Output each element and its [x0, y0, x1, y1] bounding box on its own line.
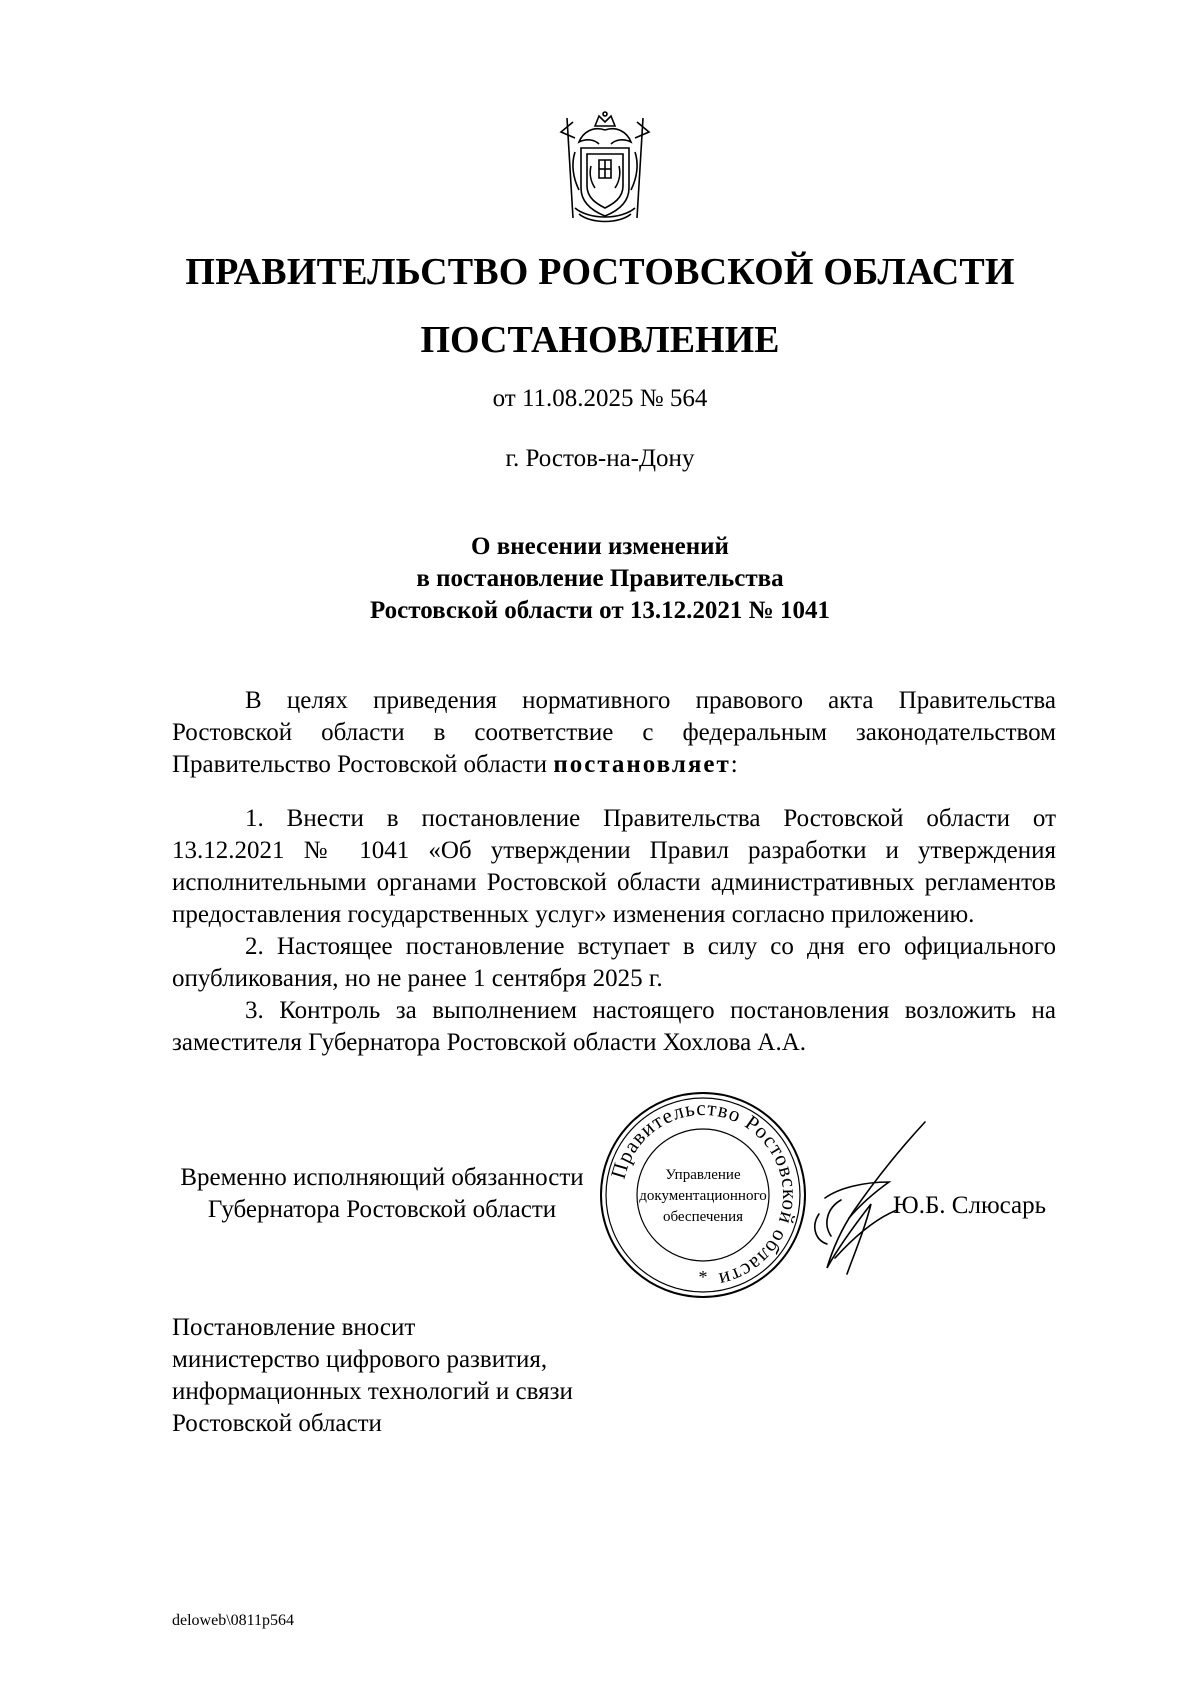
subject-line-3: Ростовской области от 13.12.2021 № 1041: [370, 597, 830, 624]
submitted-line-4: Ростовской области: [172, 1410, 382, 1437]
stamp-inner-line-2: документационного: [639, 1188, 767, 1204]
document-city: г. Ростов-на-Дону: [505, 445, 695, 472]
document-subject: [0, 531, 1200, 627]
resolution-item: 1. Внести в постановление Правительства Ростовской области от 13.12.2021 № 1041 «Об утверждении Правил разработки и утверждения исполнительными органами Ростовской области административных регламентов предоставления государственных услуг» изменения согласно приложению.: [172, 805, 1056, 928]
official-stamp: [598, 1090, 808, 1300]
file-code: deloweb\0811p564: [172, 1612, 295, 1629]
submitted-by-block: [172, 1312, 652, 1440]
resolution-item: 2. Настоящее постановление вступает в силу со дня его официального опубликования, но не ранее 1 сентября 2025 г.: [172, 933, 1056, 992]
signatory-role-line-1: Временно исполняющий обязанности: [180, 1164, 584, 1191]
document-date-number: от 11.08.2025 № 564: [492, 385, 708, 412]
subject-line-1: О внесении изменений: [471, 533, 729, 560]
resolution-items: [172, 803, 1056, 1059]
stamp-star: *: [698, 1267, 708, 1287]
preamble-emphasis: постановляет: [553, 751, 731, 778]
subject-line-2: в постановление Правительства: [416, 565, 784, 592]
coat-of-arms-icon: [555, 108, 655, 228]
preamble-text: В целях приведения нормативного правового акта Правительства Ростовской области в соответствие с федеральным законодательством Правительство Ростовской области: [172, 687, 1056, 778]
government-title: ПРАВИТЕЛЬСТВО РОСТОВСКОЙ ОБЛАСТИ: [185, 251, 1015, 293]
submitted-line-2: министерство цифрового развития,: [172, 1346, 548, 1373]
resolution-item: 3. Контроль за выполнением настоящего постановления возложить на заместителя Губернатора Ростовской области Хохлова А.А.: [172, 997, 1056, 1056]
preamble-paragraph: [172, 685, 1056, 781]
submitted-line-1: Постановление вносит: [172, 1314, 416, 1341]
stamp-inner-line-1: Управление: [665, 1167, 741, 1183]
document-type: ПОСТАНОВЛЕНИЕ: [420, 319, 780, 361]
signatory-name: Ю.Б. Слюсарь: [893, 1192, 1047, 1219]
signatory-role: [172, 1162, 592, 1226]
stamp-inner-line-3: обеспечения: [662, 1209, 744, 1225]
signatory-role-line-2: Губернатора Ростовской области: [207, 1196, 557, 1223]
preamble-end: :: [730, 751, 738, 778]
stamp-ring-text: Правительство Ростовской области: [605, 1095, 803, 1293]
submitted-line-3: информационных технологий и связи: [172, 1378, 573, 1405]
